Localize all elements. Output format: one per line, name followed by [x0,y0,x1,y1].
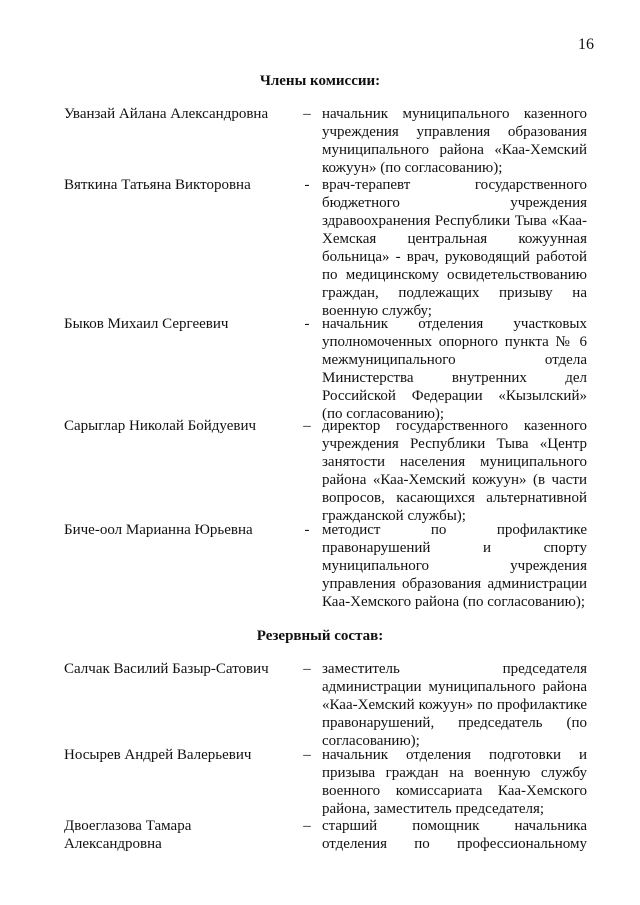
page-number: 16 [578,36,594,53]
reserve-name: Салчак Василий Базыр-Сатович [64,661,269,677]
member-role: методист по профилактике правонарушений и спорту муниципального учреждения управления образования администрации Каа-Хемского района (по согласованию); [322,522,587,610]
reserve-dash: – [303,747,311,763]
member-role: директор государственного казенного учреждения Республики Тыва «Центр занятости населения муниципального района «Каа-Хемский кожуун» (в части вопросов, касающихся альтернативной гражданской службы); [322,418,587,524]
member-role: начальник отделения участковых уполномоченных опорного пункта № 6 межмуниципального отдела Министерства внутренних дел Российской Федерации «Кызылский» (по согласованию); [322,316,587,422]
member-dash: - [304,522,310,538]
member-dash: - [304,316,310,332]
reserve-name: Двоеглазова Тамара Александровна [64,818,192,852]
reserve-heading: Резервный состав: [256,628,384,644]
member-role: начальник муниципального казенного учреждения управления образования муниципального района «Каа-Хемский кожуун» (по согласованию); [322,106,587,176]
members-heading: Члены комиссии: [259,73,381,89]
member-dash: – [303,418,311,434]
reserve-role: старший помощник начальника отделения по профессиональному [322,818,587,852]
member-name: Биче-оол Марианна Юрьевна [64,522,253,538]
member-role: врач-терапевт государственного бюджетного учреждения здравоохранения Республики Тыва «Каа-Хемская центральная кожуунная больница» - врач, руководящий работой по медицинскому освидетельствованию граждан, подлежащих призыву на военную службу; [322,177,587,319]
member-name: Быков Михаил Сергеевич [64,316,229,332]
reserve-role: начальник отделения подготовки и призыва граждан на военную службу военного комиссариата Каа-Хемского района, заместитель председателя; [322,747,587,817]
member-dash: – [303,106,311,122]
member-name: Уванзай Айлана Александровна [64,106,269,122]
reserve-name: Носырев Андрей Валерьевич [64,747,252,763]
reserve-role: заместитель председателя администрации муниципального района «Каа-Хемский кожуун» по профилактике правонарушений, председатель (по согласованию); [322,661,587,749]
reserve-dash: – [303,661,311,677]
reserve-dash: – [303,818,311,834]
member-name: Сарыглар Николай Бойдуевич [64,418,257,434]
member-name: Вяткина Татьяна Викторовна [64,177,251,193]
member-dash: - [304,177,310,193]
